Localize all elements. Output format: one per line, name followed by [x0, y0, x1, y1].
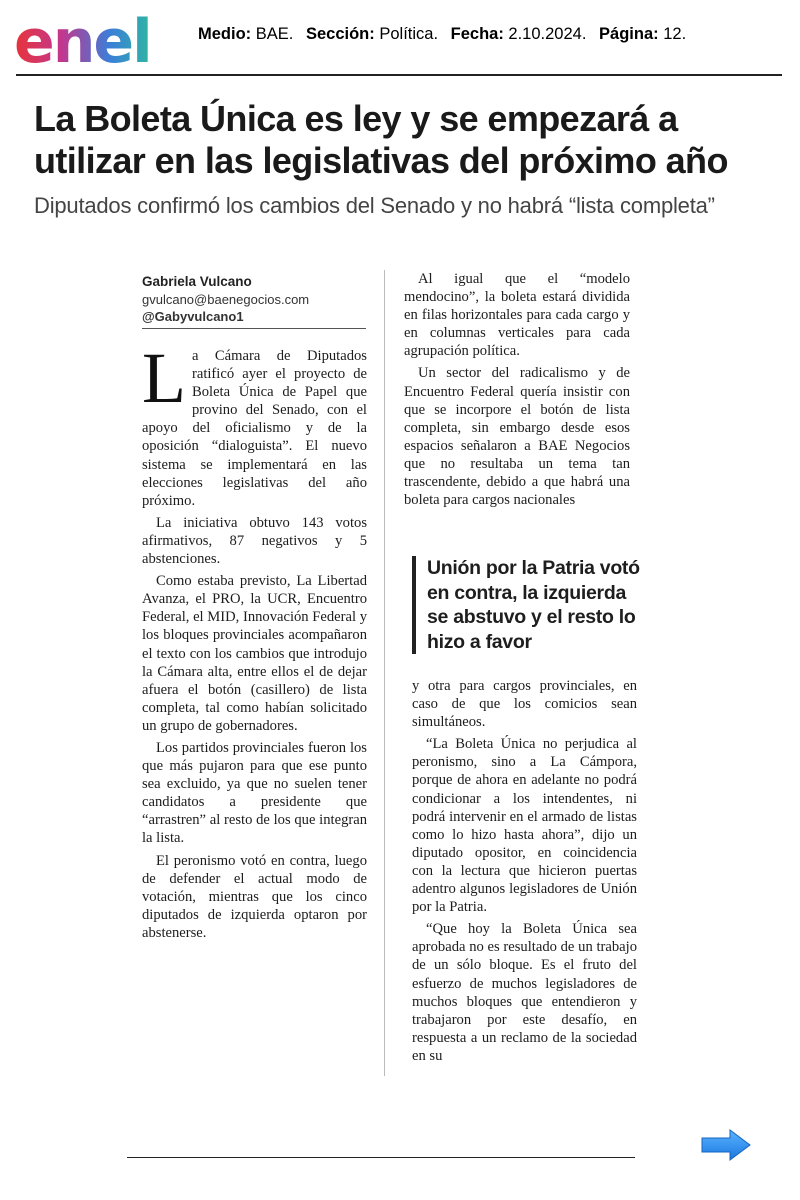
- body-paragraph: La iniciativa obtuvo 143 votos afirmativos, 87 negativos y 5 abstenciones.: [142, 514, 367, 568]
- body-paragraph: El peronismo votó en contra, luego de defender el actual modo de votación, mientras que los cinco diputados de izquierda optaron por abstenerse.: [142, 852, 367, 941]
- byline-email: gvulcano@baenegocios.com: [142, 292, 310, 307]
- logo-text: enel: [14, 10, 151, 72]
- pagina-value: 12.: [663, 25, 687, 43]
- body-paragraph: Los partidos provinciales fueron los que más pujaron para que ese punto sea excluido, ya que no suelen tener candidatos a presidente que “arrastren” al resto de los que integran la lista.: [142, 739, 367, 847]
- drop-cap: L: [142, 338, 186, 418]
- body-paragraph: Al igual que el “modelo mendocino”, la boleta estará dividida en filas horizontales para cada cargo y en columnas verticales para cada agrupación política.: [404, 271, 630, 360]
- byline-author: Gabriela Vulcano: [142, 274, 252, 289]
- article-column-2-top: [404, 270, 630, 513]
- body-paragraph: Como estaba previsto, La Libertad Avanza, el PRO, la UCR, Encuentro Federal, el MID, Innovación Federal y los bloques provinciales acompañaron el texto con los cambios que introdujo la Cámara alta, entre ellos el de dejar afuera el botón (casillero) de lista completa, tal como habían solicitado un grupo de gobernadores.: [142, 573, 367, 734]
- seccion-label: Sección:: [305, 25, 375, 43]
- byline-handle: @Gabyvulcano1: [142, 309, 244, 324]
- medio-label: Medio:: [198, 25, 252, 43]
- pull-quote: Unión por la Patria votó en contra, la izquierda se abstuvo y el resto lo hizo a favor: [412, 556, 647, 654]
- clipping-metadata: [198, 25, 686, 44]
- body-paragraph: Un sector del radicalismo y de Encuentro Federal quería insistir con que se incorpore el botón de lista completa, sin embargo desde esos espacios señalaron a BAE Negocios que no resultaba un tema tan trascendente, debido a que habrá una boleta para cargos nacionales: [404, 365, 630, 509]
- pagina-label: Página:: [599, 25, 659, 43]
- body-paragraph: La Cámara de Diputados ratificó ayer el proyecto de Boleta Única de Papel que provino del Senado, con el apoyo del oficialismo y de la oposición “dialoguista”. El nuevo sistema se implementará en las elecciones legislativas del año próximo.: [142, 338, 367, 509]
- fecha-label: Fecha:: [450, 25, 504, 43]
- body-paragraph: y otra para cargos provinciales, en caso de que los comicios sean simultáneos.: [412, 678, 637, 731]
- enel-logo: [14, 10, 180, 72]
- arrow-right-icon[interactable]: [700, 1128, 752, 1162]
- body-paragraph: “Que hoy la Boleta Única sea aprobada no es resultado de un trabajo de un sólo bloque. Es el fruto del esfuerzo de muchos legisladores de muchos bloques que entendieron y trabajaron por este desafío, en respuesta a un reclamo de la sociedad en su: [412, 921, 637, 1064]
- seccion-value: Política.: [379, 25, 439, 43]
- article-headline: La Boleta Única es ley y se empezará a utilizar en las legislativas del próximo año: [34, 98, 728, 181]
- article-column-1: [142, 338, 367, 946]
- byline-divider: [142, 328, 366, 329]
- footer-divider: [127, 1157, 635, 1158]
- medio-value: BAE.: [255, 25, 294, 43]
- article-column-2-bottom: [412, 677, 637, 1069]
- body-paragraph: “La Boleta Única no perjudica al peronismo, sino a La Cámpora, porque de ahora en adelante no podrá condicionar a los intendentes, ni podrá intervenir en el armado de listas como lo hizo hasta ahora”, dijo un diputado opositor, en coincidencia con la lectura que hicieron puertas adentro algunos legisladores de Unión por la Patria.: [412, 736, 637, 916]
- byline: [142, 273, 367, 325]
- article-subheadline: Diputados confirmó los cambios del Senado y no habrá “lista completa”: [34, 193, 715, 218]
- fecha-value: 2.10.2024.: [508, 25, 587, 43]
- header-divider: [16, 74, 782, 76]
- column-divider: [384, 270, 385, 1076]
